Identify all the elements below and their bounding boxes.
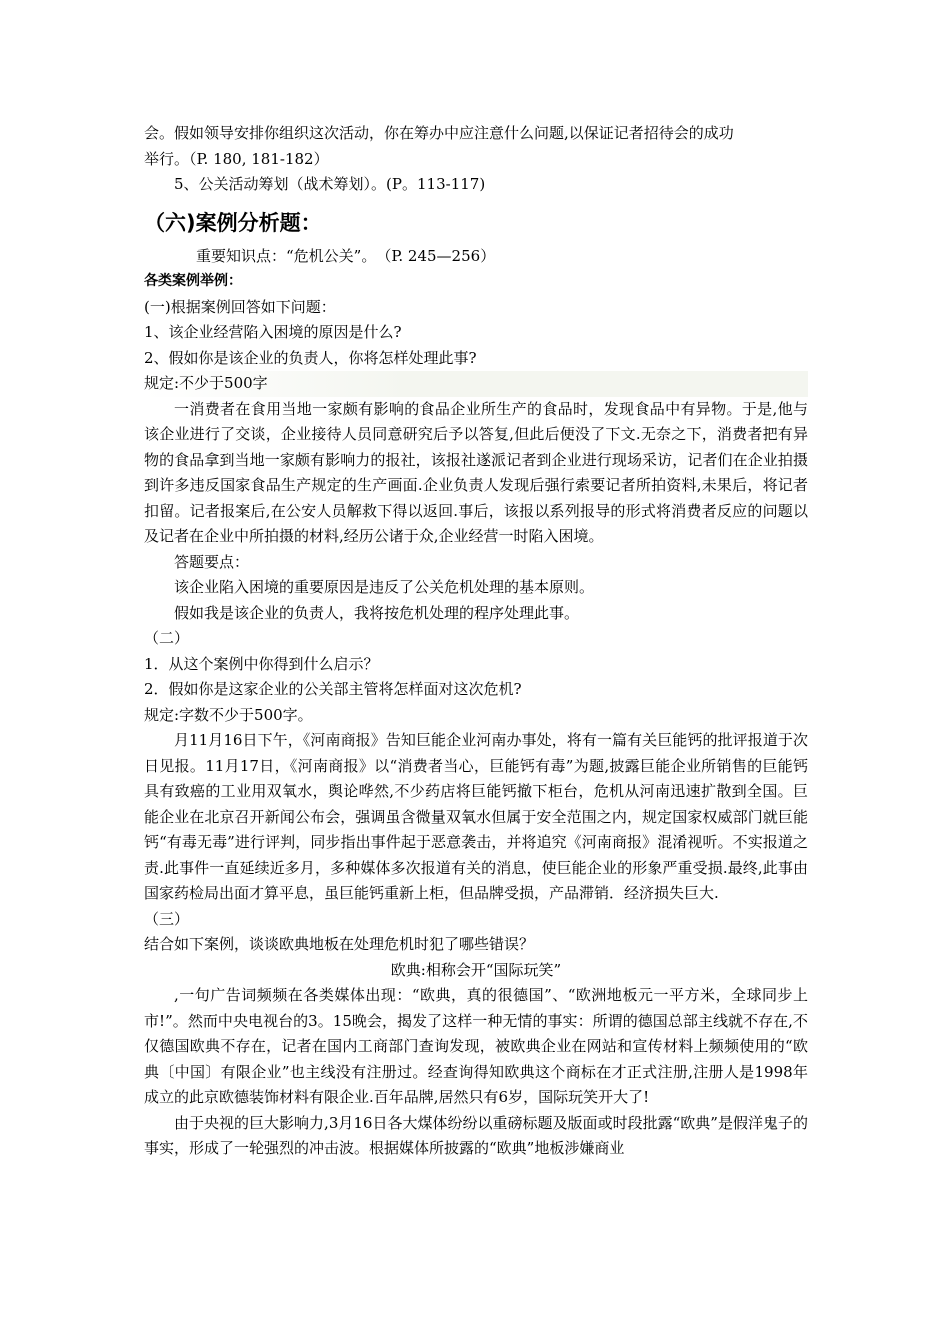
case-story: 由于央视的巨大影响力,3月16日各大煤体纷纷以重磅标题及版面或时段批露“欧典”是假洋鬼子的事实，形成了一轮强烈的冲击波。根据媒体所披露的“欧典”地板涉嫌商业 — [144, 1113, 808, 1157]
question: 1．从这个案例中你得到什么启示？ — [144, 654, 379, 673]
case-story: 月11月16日下午，《河南商报》告知巨能企业河南办事处，将有一篇有关巨能钙的批评报道于次日见报。11月17日，《河南商报》以“消费者当心，巨能钙有毒”为题,披露巨能企业所销售的巨能钙具有致癌的工业用双氧水，舆论哗然,不少药店将巨能钙撤下柜台，危机从河南迅速扩散到全国。巨能企业在北京召开新闻公布会，强调虽含微量双氧水但属于安全范围之内，规定国家权威部门就巨能钙“有毒无毒”进行评判，同步指出事件起于恶意袭击，并将追究《河南商报》混淆视听。不实报道之责.此事件一直延续近多月，多种媒体多次报道有关的消息，使巨能企业的形象严重受损.最终,此事由国家药检局出面才算平息，虽巨能钙重新上柜，但品牌受损，产品滞销．经济损失巨大. — [144, 731, 808, 902]
answer-point: 该企业陷入困境的重要原因是违反了公关危机处理的基本原则。 — [174, 578, 595, 596]
text-line: 举行。（P. 180, 181-182） — [144, 149, 329, 168]
requirement: 规定:字数不少于500字。 — [144, 705, 313, 724]
question: 2、假如你是该企业的负责人，你将怎样处理此事? — [144, 348, 477, 367]
subheading: 各类案例举例： — [144, 273, 242, 289]
question: 2．假如你是这家企业的公关部主管将怎样面对这次危机? — [144, 680, 522, 698]
case-story: ,一句广告词频频在各类媒体出现：“欧典，真的很德国”、“欧洲地板元一平方米，全球同步上市!”。然而中央电视台的3。15晚会，揭发了这样一种无情的事实：所谓的德国总部主线就不存在,不仅德国欧典不存在，记者在国内工商部门查询发现，被欧典企业在网站和宣传材料上频频使用的“欧典〔中国〕有限企业”也主线没有注册过。经查询得知欧典这个商标在才正式注册,注册人是1998年成立的此京欧德装饰材料有限企业.百年品牌,居然只有6岁，国际玩笑开大了! — [144, 986, 808, 1106]
case-label: （三） — [144, 909, 190, 928]
answer-point: 假如我是该企业的负责人，我将按危机处理的程序处理此事。 — [174, 603, 580, 622]
question: 1、该企业经营陷入困境的原因是什么? — [144, 323, 402, 341]
question: 结合如下案例，谈谈欧典地板在处理危机时犯了哪些错误？ — [144, 935, 535, 953]
requirement: 规定:不少于500字 — [144, 371, 808, 397]
case-label: (一)根据案例回答如下问题： — [144, 297, 336, 316]
answer-heading: 答题要点： — [174, 552, 250, 571]
document-body — [144, 121, 808, 1162]
section-heading: （六)案例分析题： — [144, 210, 322, 235]
key-point: 重要知识点：“危机公关”。 （P. 245—256） — [196, 246, 496, 265]
case-label: （二） — [144, 629, 190, 647]
list-item: 5、公关活动筹划（战术筹划）。(P。113-117) — [174, 175, 486, 193]
case-title: 欧典:相称会开“国际玩笑” — [390, 960, 562, 979]
case-story: 一消费者在食用当地一家颇有影响的食品企业所生产的食品时，发现食品中有异物。于是,他与该企业进行了交谈，企业接待人员同意研究后予以答复,但此后便没了下文.无奈之下，消费者把有异物的食品拿到当地一家颇有影响力的报社，该报社遂派记者到企业进行现场采访，记者们在企业拍摄到许多违反国家食品生产规定的生产画面.企业负责人发现后强行索要记者所拍资料,未果后，将记者扣留。记者报案后,在公安人员解救下得以返回.事后，该报以系列报导的形式将消费者反应的问题以及记者在企业中所拍摄的材料,经历公诸于众,企业经营一时陷入困境。 — [144, 399, 808, 545]
text-line: 会。假如领导安排你组织这次活动，你在筹办中应注意什么问题,以保证记者招待会的成功 — [144, 124, 734, 142]
